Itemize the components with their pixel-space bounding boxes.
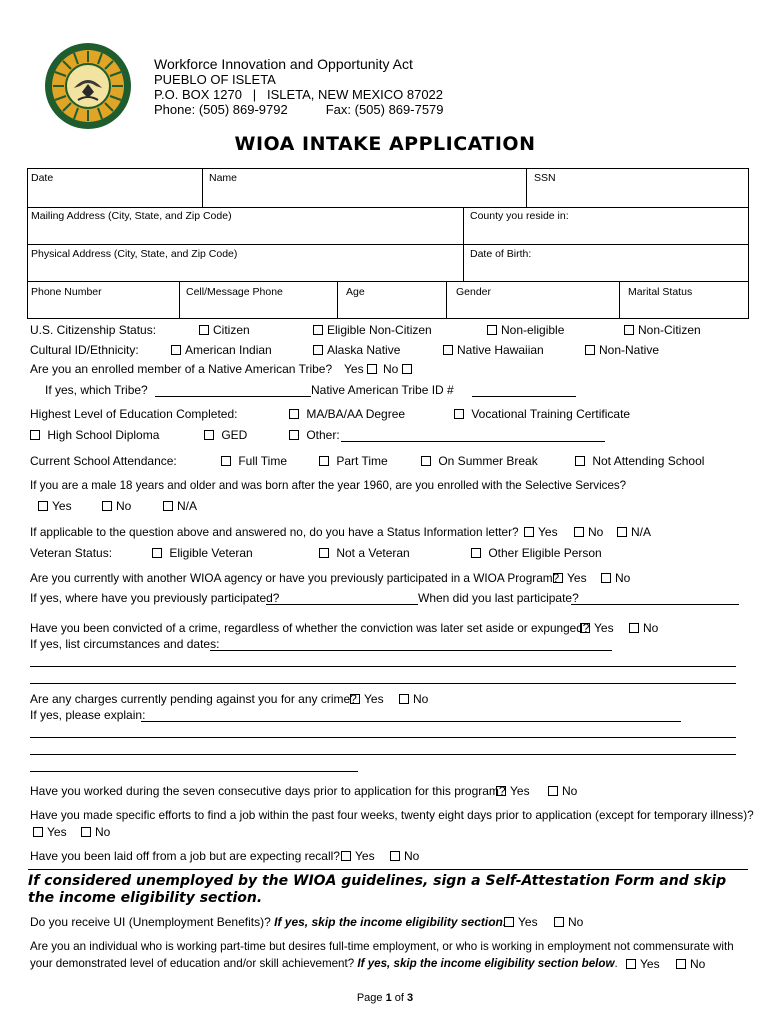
parttime-period: . xyxy=(614,957,618,970)
charges-line-2[interactable] xyxy=(30,737,736,738)
cell-phone-label: Cell/Message Phone xyxy=(186,286,283,298)
header-address: P.O. BOX 1270 | ISLETA, NEW MEXICO 87022 xyxy=(154,87,444,102)
not-veteran-text: Not a Veteran xyxy=(336,546,410,560)
eligible-non-citizen-checkbox[interactable] xyxy=(313,325,323,335)
parttime-question-text: your demonstrated level of education and/or skill achievement? xyxy=(30,957,355,970)
ui-yes-checkbox[interactable] xyxy=(504,917,514,927)
which-tribe-field[interactable] xyxy=(155,396,311,397)
degree-checkbox[interactable] xyxy=(289,409,299,419)
eligible-non-citizen-text: Eligible Non-Citizen xyxy=(327,323,432,337)
efforts-no-option[interactable] xyxy=(81,825,110,839)
crime-yes-option[interactable] xyxy=(580,621,614,635)
other-education-checkbox[interactable] xyxy=(289,430,299,440)
ui-question xyxy=(30,915,506,929)
laid-off-yes-checkbox[interactable] xyxy=(341,851,351,861)
laid-off-no-option[interactable] xyxy=(390,849,419,863)
non-native-checkbox[interactable] xyxy=(585,345,595,355)
parttime-no-checkbox[interactable] xyxy=(676,959,686,969)
wioa-yes-checkbox[interactable] xyxy=(553,573,563,583)
crime-list-field[interactable] xyxy=(210,650,612,651)
selective-yes-text: Yes xyxy=(52,499,72,513)
crime-line-3[interactable] xyxy=(30,683,736,684)
part-time-text: Part Time xyxy=(336,454,388,468)
selective-no-text: No xyxy=(116,499,132,513)
citizen-option[interactable] xyxy=(199,323,250,337)
footer-page-total: 3 xyxy=(407,992,414,1004)
worked-yes-option[interactable] xyxy=(496,784,530,798)
footer-page-word: Page xyxy=(356,992,383,1004)
parttime-yes-checkbox[interactable] xyxy=(626,959,636,969)
high-school-checkbox[interactable] xyxy=(30,430,40,440)
full-time-option[interactable] xyxy=(221,454,287,468)
vocational-checkbox[interactable] xyxy=(454,409,464,419)
selective-na-option[interactable] xyxy=(163,499,197,513)
selective-no-option[interactable] xyxy=(102,499,131,513)
education-label: Highest Level of Education Completed: xyxy=(30,407,238,421)
vocational-option[interactable] xyxy=(454,407,630,421)
ui-yes-text: Yes xyxy=(518,915,538,929)
degree-text: MA/BA/AA Degree xyxy=(306,407,406,421)
tribe-no-text: No xyxy=(383,362,399,376)
charges-explain-field[interactable] xyxy=(141,721,681,722)
worked-question: Have you worked during the seven consecutive days prior to application for this program? xyxy=(30,784,506,798)
part-time-checkbox[interactable] xyxy=(319,456,329,466)
laid-off-yes-text: Yes xyxy=(355,849,375,863)
crime-line-2[interactable] xyxy=(30,666,736,667)
veteran-status-label: Veteran Status: xyxy=(30,546,113,560)
other-education-option[interactable] xyxy=(289,428,340,442)
wioa-yes-text: Yes xyxy=(567,571,587,585)
not-attending-text: Not Attending School xyxy=(592,454,705,468)
header-phone: Phone: (505) 869-9792 xyxy=(154,102,288,117)
wioa-no-option[interactable] xyxy=(601,571,630,585)
status-letter-no-option[interactable] xyxy=(574,525,603,539)
non-eligible-text: Non-eligible xyxy=(501,323,565,337)
ui-no-option[interactable] xyxy=(554,915,583,929)
parttime-no-option[interactable] xyxy=(676,957,705,971)
gender-label: Gender xyxy=(456,286,492,298)
charges-line-3[interactable] xyxy=(30,754,736,755)
citizenship-label: U.S. Citizenship Status: xyxy=(30,323,157,337)
date-cell[interactable] xyxy=(27,168,203,208)
parttime-yes-text: Yes xyxy=(640,957,660,971)
county-label: County you reside in: xyxy=(470,210,569,222)
selective-yes-checkbox[interactable] xyxy=(38,501,48,511)
alaska-native-checkbox[interactable] xyxy=(313,345,323,355)
vocational-text: Vocational Training Certificate xyxy=(471,407,631,421)
name-label: Name xyxy=(209,172,238,184)
status-letter-question: If applicable to the question above and answered no, do you have a Status Information letter? xyxy=(30,525,519,539)
other-education-field[interactable] xyxy=(341,441,605,442)
status-letter-na-option[interactable] xyxy=(617,525,651,539)
eligible-veteran-option[interactable] xyxy=(152,546,253,560)
mailing-address-label: Mailing Address (City, State, and Zip Code) xyxy=(31,210,232,222)
ui-question-text: Do you receive UI (Unemployment Benefits)? xyxy=(30,915,271,929)
selective-na-checkbox[interactable] xyxy=(163,501,173,511)
other-education-text: Other: xyxy=(306,428,340,442)
charges-line-4[interactable] xyxy=(30,771,358,772)
crime-no-checkbox[interactable] xyxy=(629,623,639,633)
laid-off-no-checkbox[interactable] xyxy=(390,851,400,861)
crime-no-option[interactable] xyxy=(629,621,658,635)
header-fax: Fax: (505) 869-7579 xyxy=(325,102,444,117)
efforts-yes-option[interactable] xyxy=(33,825,67,839)
high-school-text: High School Diploma xyxy=(47,428,160,442)
summer-break-text: On Summer Break xyxy=(438,454,538,468)
tribe-no-option[interactable] xyxy=(383,362,416,376)
charges-no-option[interactable] xyxy=(399,692,428,706)
full-time-checkbox[interactable] xyxy=(221,456,231,466)
phone-label: Phone Number xyxy=(31,286,102,298)
non-citizen-option[interactable] xyxy=(624,323,701,337)
ged-option[interactable] xyxy=(204,428,247,442)
full-time-text: Full Time xyxy=(238,454,288,468)
charges-yes-checkbox[interactable] xyxy=(350,694,360,704)
wioa-where-label: If yes, where have you previously participated? xyxy=(30,591,280,605)
which-tribe-label: If yes, which Tribe? xyxy=(45,383,148,397)
charges-yes-option[interactable] xyxy=(350,692,384,706)
ethnicity-label: Cultural ID/Ethnicity: xyxy=(30,343,139,357)
worked-yes-checkbox[interactable] xyxy=(496,786,506,796)
wioa-agency-question: Are you currently with another WIOA agency or have you previously participated in a WIOA Program? xyxy=(30,571,560,585)
native-hawaiian-checkbox[interactable] xyxy=(443,345,453,355)
eligible-non-citizen-option[interactable] xyxy=(313,323,432,337)
unemployed-banner: If considered unemployed by the WIOA guidelines, sign a Self-Attestation Form and skip the income eligibility section. xyxy=(28,869,748,907)
pueblo-seal-logo xyxy=(44,42,132,130)
dob-label: Date of Birth: xyxy=(470,248,532,260)
worked-no-checkbox[interactable] xyxy=(548,786,558,796)
wioa-when-field[interactable] xyxy=(571,604,739,605)
worked-no-option[interactable] xyxy=(548,784,577,798)
wioa-when-label: When did you last participate? xyxy=(418,591,579,605)
parttime-yes-option[interactable] xyxy=(626,957,660,971)
status-letter-yes-option[interactable] xyxy=(524,525,558,539)
tribe-id-label: Native American Tribe ID # xyxy=(311,383,454,397)
part-time-option[interactable] xyxy=(319,454,388,468)
wioa-yes-option[interactable] xyxy=(553,571,587,585)
native-hawaiian-text: Native Hawaiian xyxy=(457,343,544,357)
efforts-question: Have you made specific efforts to find a job within the past four weeks, twenty eight days prior to application (except for temporary illness)? xyxy=(30,808,754,822)
efforts-yes-checkbox[interactable] xyxy=(33,827,43,837)
charges-explain-label: If yes, please explain: xyxy=(30,708,146,722)
age-label: Age xyxy=(346,286,365,298)
parttime-skip-note: If yes, skip the income eligibility section below xyxy=(357,957,615,970)
non-eligible-option[interactable] xyxy=(487,323,564,337)
status-letter-na-checkbox[interactable] xyxy=(617,527,627,537)
date-label: Date xyxy=(31,172,54,184)
degree-option[interactable] xyxy=(289,407,405,421)
footer-of-word: of xyxy=(394,992,404,1004)
wioa-no-checkbox[interactable] xyxy=(601,573,611,583)
ui-skip-note: If yes, skip the income eligibility section. xyxy=(274,915,507,929)
crime-yes-text: Yes xyxy=(594,621,614,635)
status-letter-na-text: N/A xyxy=(631,525,652,539)
eligible-veteran-text: Eligible Veteran xyxy=(169,546,253,560)
status-letter-yes-checkbox[interactable] xyxy=(524,527,534,537)
laid-off-yes-option[interactable] xyxy=(341,849,375,863)
efforts-yes-text: Yes xyxy=(47,825,67,839)
selective-service-question: If you are a male 18 years and older and was born after the year 1960, are you enrolled with the Selective Services? xyxy=(30,479,627,492)
header-pueblo-name: PUEBLO OF ISLETA xyxy=(154,72,276,87)
tribe-yes-option[interactable] xyxy=(344,362,381,376)
ged-checkbox[interactable] xyxy=(204,430,214,440)
selective-yes-option[interactable] xyxy=(38,499,72,513)
crime-question: Have you been convicted of a crime, regardless of whether the conviction was later set aside or expunged? xyxy=(30,621,590,635)
form-title: WIOA INTAKE APPLICATION xyxy=(234,133,536,155)
ui-yes-option[interactable] xyxy=(504,915,538,929)
ssn-label: SSN xyxy=(534,172,556,184)
laid-off-no-text: No xyxy=(404,849,420,863)
worked-no-text: No xyxy=(562,784,578,798)
parttime-question-line1: Are you an individual who is working part-time but desires full-time employment, or who is working in employment not commensurate with xyxy=(30,940,734,953)
ged-text: GED xyxy=(221,428,248,442)
worked-yes-text: Yes xyxy=(510,784,530,798)
tribe-yes-text: Yes xyxy=(344,362,364,376)
tribe-id-field[interactable] xyxy=(472,396,576,397)
other-eligible-text: Other Eligible Person xyxy=(488,546,602,560)
other-eligible-option[interactable] xyxy=(471,546,602,560)
tribe-question: Are you an enrolled member of a Native American Tribe? xyxy=(30,362,333,376)
status-letter-no-checkbox[interactable] xyxy=(574,527,584,537)
citizen-checkbox[interactable] xyxy=(199,325,209,335)
american-indian-text: American Indian xyxy=(185,343,272,357)
tribe-yes-checkbox[interactable] xyxy=(367,364,377,374)
efforts-no-checkbox[interactable] xyxy=(81,827,91,837)
laid-off-question: Have you been laid off from a job but are expecting recall? xyxy=(30,849,340,863)
alaska-native-text: Alaska Native xyxy=(327,343,401,357)
parttime-question-line2 xyxy=(30,957,618,970)
charges-no-text: No xyxy=(413,692,429,706)
crime-no-text: No xyxy=(643,621,659,635)
selective-no-checkbox[interactable] xyxy=(102,501,112,511)
native-hawaiian-option[interactable] xyxy=(443,343,544,357)
american-indian-option[interactable] xyxy=(171,343,272,357)
tribe-no-checkbox[interactable] xyxy=(402,364,412,374)
charges-yes-text: Yes xyxy=(364,692,384,706)
page-footer xyxy=(0,992,770,1004)
ui-no-text: No xyxy=(568,915,584,929)
school-attendance-label: Current School Attendance: xyxy=(30,454,177,468)
citizen-text: Citizen xyxy=(213,323,250,337)
non-citizen-text: Non-Citizen xyxy=(638,323,701,337)
american-indian-checkbox[interactable] xyxy=(171,345,181,355)
crime-list-label: If yes, list circumstances and dates: xyxy=(30,637,220,651)
physical-address-label: Physical Address (City, State, and Zip Code) xyxy=(31,248,238,260)
status-letter-yes-text: Yes xyxy=(538,525,558,539)
selective-na-text: N/A xyxy=(177,499,198,513)
crime-yes-checkbox[interactable] xyxy=(580,623,590,633)
efforts-no-text: No xyxy=(95,825,111,839)
wioa-no-text: No xyxy=(615,571,631,585)
footer-page-number: 1 xyxy=(385,992,392,1004)
eligible-veteran-checkbox[interactable] xyxy=(152,548,162,558)
summer-break-checkbox[interactable] xyxy=(421,456,431,466)
alaska-native-option[interactable] xyxy=(313,343,400,357)
parttime-no-text: No xyxy=(690,957,706,971)
non-citizen-checkbox[interactable] xyxy=(624,325,634,335)
not-attending-checkbox[interactable] xyxy=(575,456,585,466)
charges-no-checkbox[interactable] xyxy=(399,694,409,704)
charges-question: Are any charges currently pending against you for any crime? xyxy=(30,692,357,706)
summer-break-option[interactable] xyxy=(421,454,538,468)
not-veteran-option[interactable] xyxy=(319,546,410,560)
ui-no-checkbox[interactable] xyxy=(554,917,564,927)
non-native-option[interactable] xyxy=(585,343,659,357)
non-eligible-checkbox[interactable] xyxy=(487,325,497,335)
marital-status-label: Marital Status xyxy=(628,286,693,298)
high-school-option[interactable] xyxy=(30,428,159,442)
other-eligible-checkbox[interactable] xyxy=(471,548,481,558)
name-cell[interactable] xyxy=(202,168,527,208)
non-native-text: Non-Native xyxy=(599,343,660,357)
status-letter-no-text: No xyxy=(588,525,604,539)
ssn-cell[interactable] xyxy=(526,168,749,208)
not-attending-option[interactable] xyxy=(575,454,704,468)
header-program-name: Workforce Innovation and Opportunity Act xyxy=(154,56,413,72)
not-veteran-checkbox[interactable] xyxy=(319,548,329,558)
wioa-where-field[interactable] xyxy=(266,604,418,605)
